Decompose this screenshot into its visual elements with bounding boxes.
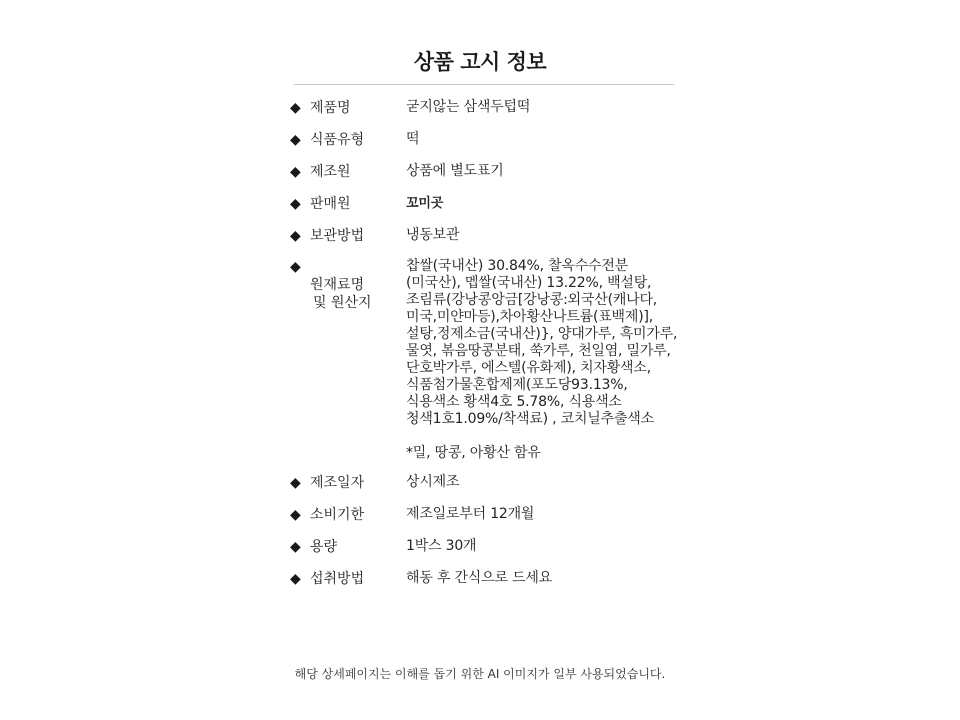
info-row-product-name (290, 98, 530, 118)
footer-disclaimer: 해당 상세페이지는 이해를 돕기 위한 AI 이미지가 일부 사용되었습니다. (294, 667, 666, 681)
info-row-manufacture-date (290, 473, 459, 493)
info-value: 상품에 별도표기 (406, 163, 504, 179)
info-row-expiry (290, 505, 534, 525)
diamond-bullet-icon: ◆ (290, 475, 301, 491)
info-value: 냉동보관 (406, 227, 460, 243)
ingredients-value: 찹쌀(국내산) 30.84%, 찰옥수수전분 (미국산), 멥쌀(국내산) 13.22%, 백설탕, 조림류(강낭콩앙금[강낭콩:외국산(캐나다, 미국,미얀마등),차아황산나트륨(표백제)], 설탕,정제소금(국내산)}, 양대가루, 흑미가루, 물엿, 볶음땅콩분태, 쑥가루, 천일염, 밀가루, 단호박가루, 에스텔(유화제), 치자황색소, 식품첨가물혼합제제(포도당93.13%, 식용색소 황색4호 5.78%, 식용색소 청색1호1.09%/착색료) , 코치닐추출색소 (406, 258, 678, 427)
diamond-bullet-icon: ◆ (290, 571, 301, 587)
info-row-food-type (290, 130, 419, 150)
diamond-bullet-icon: ◆ (290, 539, 301, 555)
info-label: 섭취방법 (310, 571, 365, 587)
info-label-line2: 및 원산지 (313, 295, 372, 311)
diamond-bullet-icon: ◆ (290, 507, 301, 523)
diamond-bullet-icon: ◆ (290, 259, 301, 275)
info-row-seller (290, 194, 443, 214)
page-title: 상품 고시 정보 (413, 50, 547, 74)
info-label: 제품명 (310, 100, 351, 116)
info-label: 보관방법 (310, 228, 365, 244)
info-value: 굳지않는 삼색두텁떡 (406, 99, 531, 115)
info-label: 제조원 (310, 164, 351, 180)
info-row-ingredients (290, 257, 677, 462)
diamond-bullet-icon: ◆ (290, 132, 301, 148)
info-value-brand: 꼬미곳 (406, 196, 444, 211)
info-label: 식품유형 (310, 132, 365, 148)
info-label: 소비기한 (310, 507, 365, 523)
info-label (310, 257, 406, 330)
info-row-manufacturer (290, 162, 504, 182)
info-label: 판매원 (310, 196, 351, 212)
allergen-note: *밀, 땅콩, 아황산 함유 (406, 445, 541, 461)
info-value: 1박스 30개 (406, 538, 477, 554)
info-row-volume (290, 537, 476, 557)
title-divider (294, 84, 674, 85)
info-row-how-to-eat (290, 569, 552, 589)
diamond-bullet-icon: ◆ (290, 196, 301, 212)
info-label: 용량 (310, 539, 338, 555)
diamond-bullet-icon: ◆ (290, 100, 301, 116)
info-value: 떡 (406, 131, 420, 147)
info-value: 제조일로부터 12개월 (406, 506, 535, 522)
info-row-storage (290, 226, 459, 246)
info-value: 상시제조 (406, 474, 460, 490)
diamond-bullet-icon: ◆ (290, 164, 301, 180)
info-label: 제조일자 (310, 475, 365, 491)
info-value: 해동 후 간식으로 드세요 (406, 570, 552, 586)
ingredients-block (406, 257, 677, 462)
diamond-bullet-icon: ◆ (290, 228, 301, 244)
info-label-line1: 원재료명 (310, 277, 365, 293)
